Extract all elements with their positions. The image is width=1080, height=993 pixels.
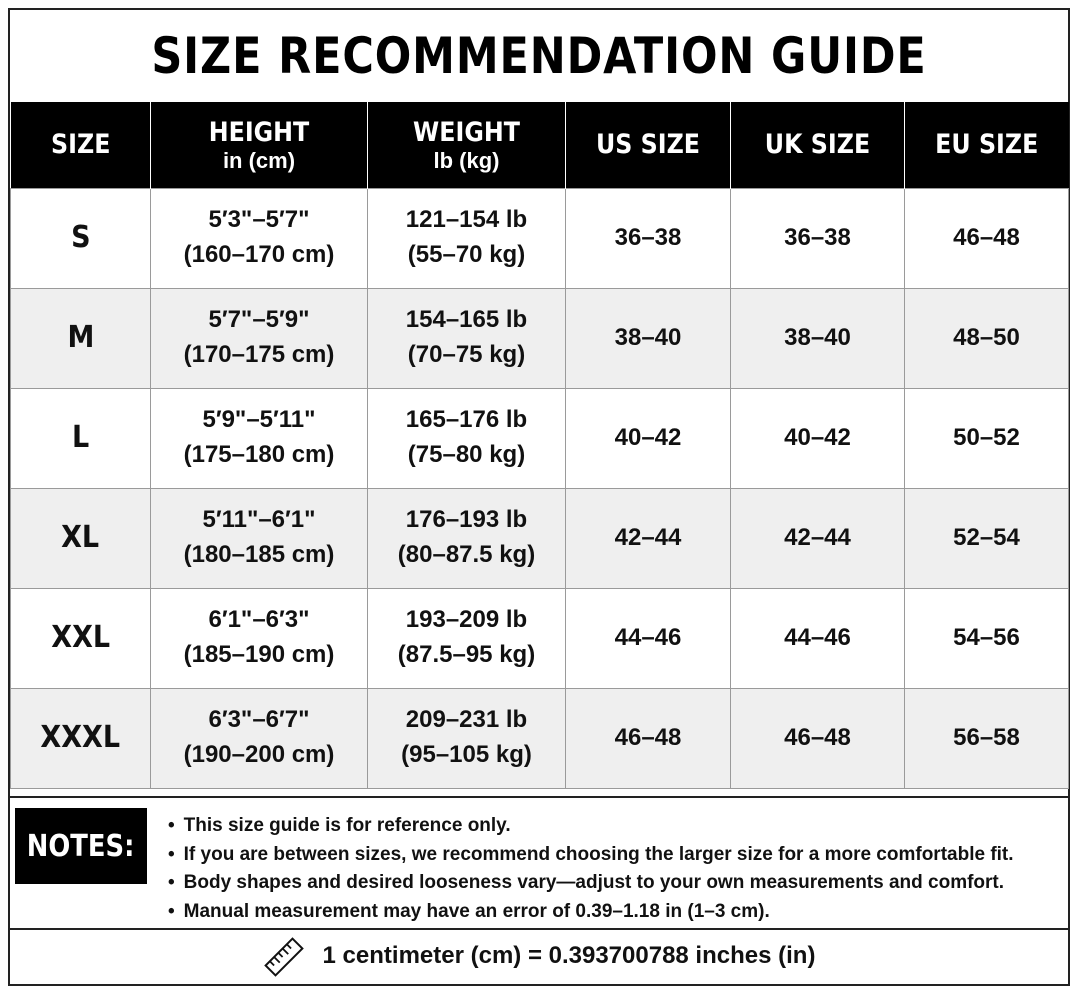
us-size-cell: 38–40	[566, 288, 731, 388]
us-size-cell: 46–48	[566, 688, 731, 788]
uk-size-cell: 36–38	[731, 188, 905, 288]
us-size-cell: 36–38	[566, 188, 731, 288]
size-cell: XL	[11, 488, 151, 588]
weight-cell: 209–231 lb (95–105 kg)	[368, 688, 566, 788]
weight-cell: 154–165 lb (70–75 kg)	[368, 288, 566, 388]
table-header-row	[11, 102, 1069, 188]
size-table	[10, 102, 1069, 789]
height-cell: 5′9"–5′11" (175–180 cm)	[151, 388, 368, 488]
height-cell: 5′11"–6′1" (180–185 cm)	[151, 488, 368, 588]
size-cell: XXL	[11, 588, 151, 688]
column-header-weight: WEIGHT lb (kg)	[368, 102, 566, 188]
note-item: • Body shapes and desired looseness vary—adjust to your own measurements and comfort.	[168, 869, 1014, 898]
height-cell: 5′7"–5′9" (170–175 cm)	[151, 288, 368, 388]
uk-size-cell: 38–40	[731, 288, 905, 388]
column-header-height: HEIGHT in (cm)	[151, 102, 368, 188]
size-cell: L	[11, 388, 151, 488]
table-row	[11, 188, 1069, 288]
size-cell: XXXL	[11, 688, 151, 788]
uk-size-cell: 40–42	[731, 388, 905, 488]
us-size-cell: 42–44	[566, 488, 731, 588]
column-header-size: SIZE	[11, 102, 151, 188]
note-item: • If you are between sizes, we recommend choosing the larger size for a more comfortable fit.	[168, 841, 1014, 870]
weight-cell: 121–154 lb (55–70 kg)	[368, 188, 566, 288]
height-cell: 6′3"–6′7" (190–200 cm)	[151, 688, 368, 788]
table-row	[11, 288, 1069, 388]
table-row	[11, 388, 1069, 488]
column-header-uk-size: UK SIZE	[731, 102, 905, 188]
note-item: • This size guide is for reference only.	[168, 812, 1014, 841]
eu-size-cell: 56–58	[905, 688, 1069, 788]
conversion-text: 1 centimeter (cm) = 0.393700788 inches (in)	[322, 942, 816, 969]
size-guide-card	[8, 8, 1070, 986]
eu-size-cell: 52–54	[905, 488, 1069, 588]
notes-label: NOTES:	[15, 808, 147, 884]
notes-section	[10, 796, 1068, 926]
table-row	[11, 488, 1069, 588]
size-cell: M	[11, 288, 151, 388]
us-size-cell: 40–42	[566, 388, 731, 488]
column-header-eu-size: EU SIZE	[905, 102, 1069, 188]
page-title: SIZE RECOMMENDATION GUIDE	[151, 27, 927, 85]
ruler-icon	[263, 936, 305, 978]
size-cell: S	[11, 188, 151, 288]
unit-conversion	[10, 928, 1068, 984]
eu-size-cell: 50–52	[905, 388, 1069, 488]
weight-cell: 176–193 lb (80–87.5 kg)	[368, 488, 566, 588]
uk-size-cell: 44–46	[731, 588, 905, 688]
eu-size-cell: 48–50	[905, 288, 1069, 388]
weight-cell: 193–209 lb (87.5–95 kg)	[368, 588, 566, 688]
eu-size-cell: 54–56	[905, 588, 1069, 688]
uk-size-cell: 42–44	[731, 488, 905, 588]
weight-cell: 165–176 lb (75–80 kg)	[368, 388, 566, 488]
notes-list	[168, 812, 1014, 926]
us-size-cell: 44–46	[566, 588, 731, 688]
note-item: • Manual measurement may have an error of 0.39–1.18 in (1–3 cm).	[168, 898, 1014, 927]
table-row	[11, 688, 1069, 788]
uk-size-cell: 46–48	[731, 688, 905, 788]
eu-size-cell: 46–48	[905, 188, 1069, 288]
height-cell: 5′3"–5′7" (160–170 cm)	[151, 188, 368, 288]
column-header-us-size: US SIZE	[566, 102, 731, 188]
table-row	[11, 588, 1069, 688]
height-cell: 6′1"–6′3" (185–190 cm)	[151, 588, 368, 688]
